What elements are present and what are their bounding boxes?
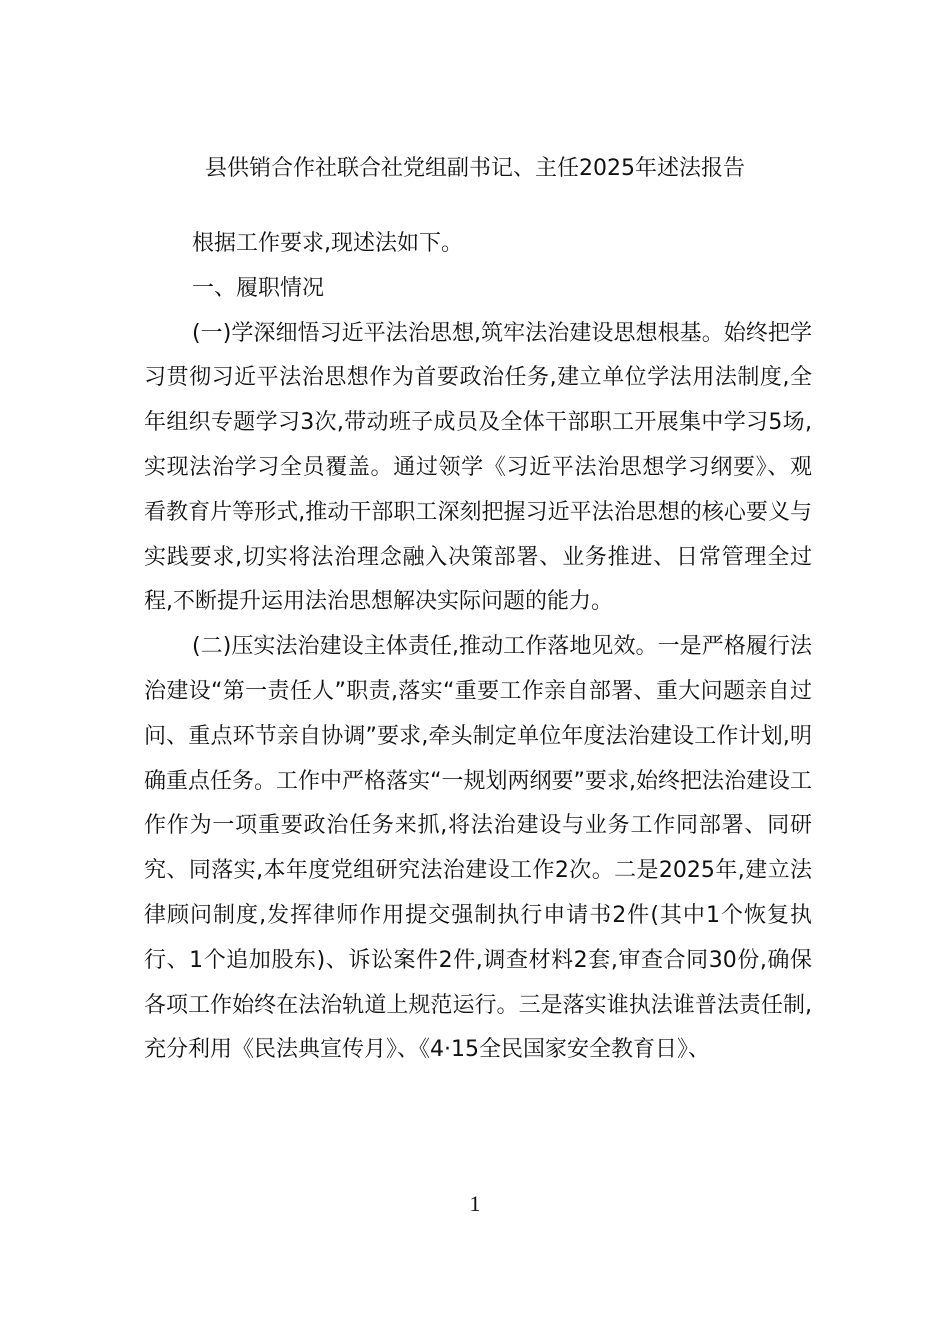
paragraph-study-law-thought: (一)学深细悟习近平法治思想,筑牢法治建设思想根基。始终把学习贯彻习近平法治思想作为首要政治任务,建立单位学法用法制度,全年组织专题学习3次,带动班子成员及全体干部职工开展集中学习5场,实现法治学习全员覆盖。通过领学《习近平法治思想学习纲要》、观看教育片等形式,推动干部职工深刻把握习近平法治思想的核心要义与实践要求,切实将法治理念融入决策部署、业务推进、日常管理全过程,不断提升运用法治思想解决实际问题的能力。 bbox=[144, 320, 812, 615]
document-body bbox=[144, 222, 812, 1073]
page-number: 1 bbox=[469, 1191, 481, 1216]
document-title: 县供销合作社联合社党组副书记、主任2025年述法报告 bbox=[205, 156, 745, 181]
section-heading-performance: 一、履职情况 bbox=[192, 275, 325, 301]
paragraph-main-responsibility: (二)压实法治建设主体责任,推动工作落地见效。一是严格履行法治建设“第一责任人”职责,落实“重要工作亲自部署、重大问题亲自过问、重点环节亲自协调”要求,牵头制定单位年度法治建设工作计划,明确重点任务。工作中严格落实“一规划两纲要”要求,始终把法治建设工作作为一项重要政治任务来抓,将法治建设与业务工作同部署、同研究、同落实,本年度党组研究法治建设工作2次。二是2025年,建立法律顾问制度,发挥律师作用提交强制执行申请书2件(其中1个恢复执行、1个追加股东)、诉讼案件2件,调查材料2套,审查合同30份,确保各项工作始终在法治轨道上规范运行。三是落实谁执法谁普法责任制,充分利用《民法典宣传月》、《4·15全民国家安全教育日》、 bbox=[144, 634, 812, 1063]
paragraph-intro: 根据工作要求,现述法如下。 bbox=[192, 231, 463, 256]
